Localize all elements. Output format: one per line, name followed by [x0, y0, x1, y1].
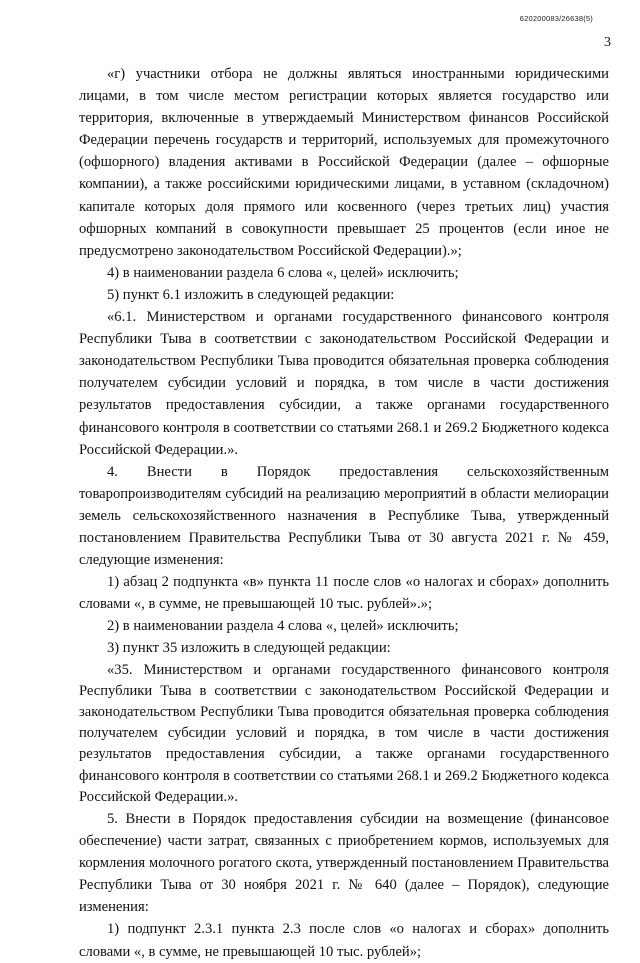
document-body — [79, 63, 609, 963]
paragraph-amendment-4: 4. Внести в Порядок предоставления сельскохозяйственным товаропроизводителям субсидий на реализацию мероприятий в области мелиорации земель сельскохозяйственного назначения в Республике Тыва, утвержденный постановлением Правительства Республики Тыва от 30 августа 2021 г. № 459, следующие изменения: — [79, 463, 609, 569]
page-number: 3 — [604, 35, 611, 50]
paragraph-point-35-text: «35. Министерством и органами государственного финансового контроля Республики Тыва в соответствии с законодательством Российской Федерации и законодательством Республики Тыва проводится обязательная проверка соблюдения получателем субсидии условий и порядка, в том числе в части достижения результатов предоставления субсидии, а также органами государственного финансового контроля в соответствии со статьями 268.1 и 269.2 Бюджетного кодекса Российской Федерации.». — [79, 661, 609, 805]
paragraph-amendment-4-item-3: 3) пункт 35 изложить в следующей редакции: — [107, 640, 391, 657]
paragraph-amendment-4-item-2: 2) в наименовании раздела 4 слова «, целей» исключить; — [107, 618, 459, 635]
paragraph-amendment-5: 5. Внести в Порядок предоставления субсидии на возмещение (финансовое обеспечение) части затрат, связанных с приобретением кормов, используемых для кормления молочного рогатого скота, утвержденный постановлением Правительства Республики Тыва от 30 ноября 2021 г. № 640 (далее – Порядок), следующие изменения: — [79, 810, 609, 916]
paragraph-offshore-condition: «г) участники отбора не должны являться иностранными юридическими лицами, в том числе местом регистрации которых является государство или территория, включенные в утверждаемый Министерством финансов Российской Федерации перечень государств и территорий, используемых для промежуточного (офшорного) владения активами в Российской Федерации (далее – офшорные компании), а также российскими юридическими лицами, в уставном (складочном) капитале которых доля прямого или косвенного (через третьих лиц) участия офшорных компаний в совокупности превышает 25 процентов (если иное не предусмотрено законодательством Российской Федерации).»; — [79, 66, 609, 259]
document-id: 620200083/26638(5) — [519, 14, 593, 23]
paragraph-item-4-section-6: 4) в наименовании раздела 6 слова «, целей» исключить; — [107, 264, 459, 281]
paragraph-item-5-point-6-1: 5) пункт 6.1 изложить в следующей редакции: — [107, 286, 395, 303]
paragraph-amendment-5-item-1: 1) подпункт 2.3.1 пункта 2.3 после слов «о налогах и сборах» дополнить словами «, в сумме, не превышающей 10 тыс. рублей»; — [79, 921, 609, 960]
paragraph-point-6-1-text: «6.1. Министерством и органами государственного финансового контроля Республики Тыва в соответствии с законодательством Российской Федерации и законодательством Республики Тыва проводится обязательная проверка соблюдения получателем субсидии условий и порядка, в том числе в части достижения результатов предоставления субсидии, а также органами государственного финансового контроля в соответствии со статьями 268.1 и 269.2 Бюджетного кодекса Российской Федерации.». — [79, 309, 609, 458]
paragraph-amendment-4-item-1: 1) абзац 2 подпункта «в» пункта 11 после слов «о налогах и сборах» дополнить словами «, в сумме, не превышающей 10 тыс. рублей».»; — [79, 574, 609, 613]
